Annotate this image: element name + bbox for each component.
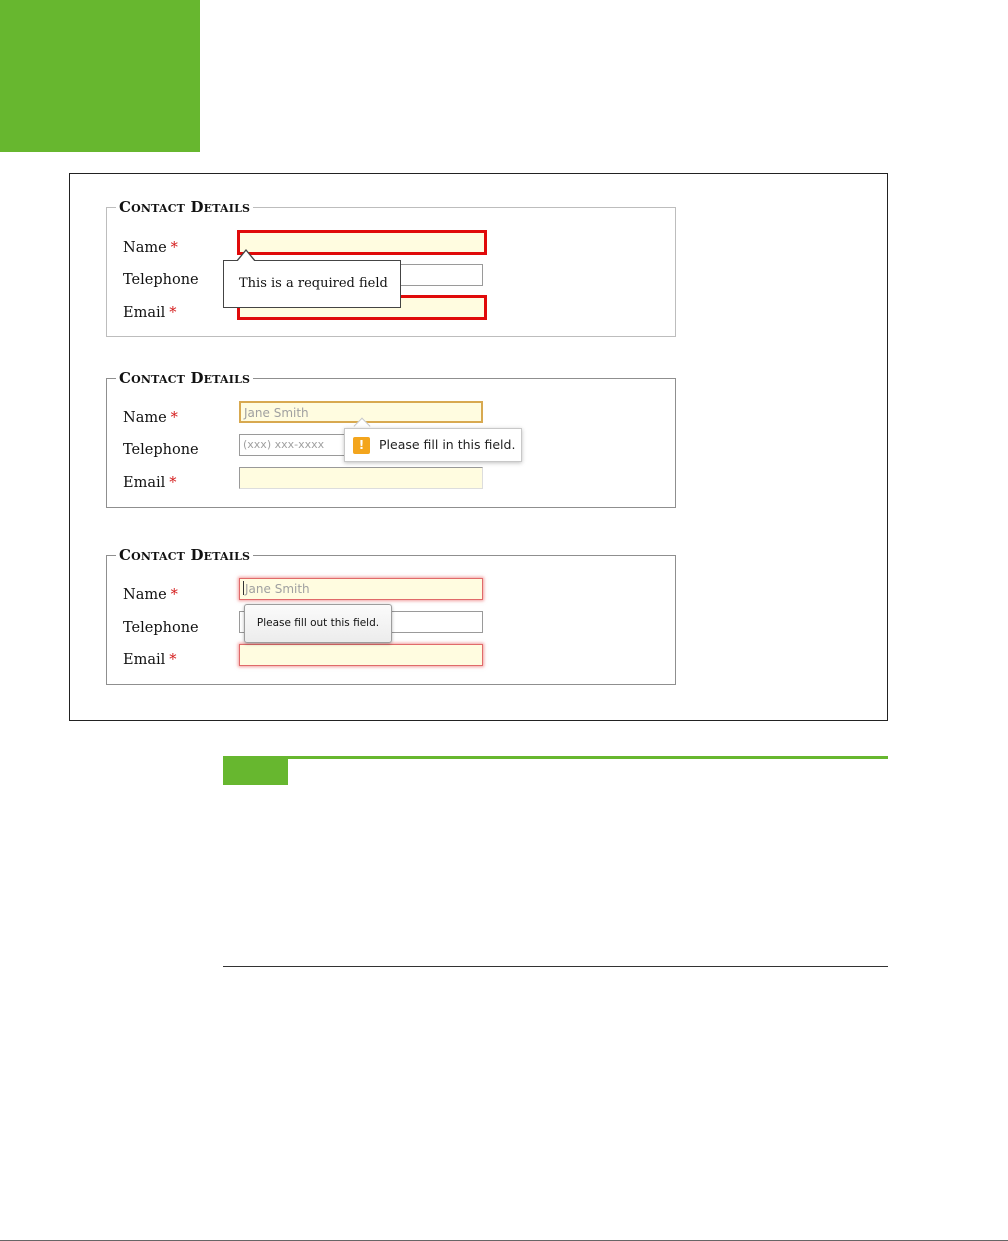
- green-corner-block: [0, 0, 200, 152]
- note-tab: [223, 756, 288, 785]
- figure-frame: [69, 173, 888, 721]
- tooltip-arrow-inner: [237, 251, 255, 262]
- required-field-tooltip: This is a required field: [223, 260, 401, 308]
- text-caret: [243, 581, 244, 595]
- warning-icon: !: [353, 437, 370, 454]
- required-asterisk: *: [170, 587, 178, 603]
- fieldset-legend: Contact Details: [116, 546, 253, 564]
- fill-out-field-tooltip: Please fill out this field.: [244, 604, 392, 643]
- fieldset-legend: Contact Details: [116, 198, 253, 216]
- telephone-label: Telephone: [123, 620, 199, 636]
- required-asterisk: *: [170, 240, 178, 256]
- tooltip-text: Please fill in this field.: [379, 437, 516, 452]
- email-input[interactable]: [239, 467, 483, 489]
- telephone-label: Telephone: [123, 442, 199, 458]
- telephone-input[interactable]: (xxx) xxx-xxxx: [239, 434, 349, 456]
- fill-in-field-tooltip: [344, 428, 522, 462]
- name-label: Name *: [123, 240, 178, 256]
- fieldset-legend: Contact Details: [116, 369, 253, 387]
- note-top-rule: [223, 756, 888, 759]
- name-label: Name *: [123, 587, 178, 603]
- email-input[interactable]: [239, 644, 483, 666]
- name-label: Name *: [123, 410, 178, 426]
- email-label: Email *: [123, 475, 177, 491]
- required-asterisk: *: [169, 475, 177, 491]
- required-asterisk: *: [169, 652, 177, 668]
- name-input[interactable]: [237, 230, 487, 255]
- telephone-label: Telephone: [123, 272, 199, 288]
- name-input[interactable]: Jane Smith: [239, 578, 483, 600]
- required-asterisk: *: [169, 305, 177, 321]
- email-label: Email *: [123, 652, 177, 668]
- email-label: Email *: [123, 305, 177, 321]
- note-bottom-rule: [223, 966, 888, 967]
- name-input[interactable]: Jane Smith: [239, 401, 483, 423]
- required-asterisk: *: [170, 410, 178, 426]
